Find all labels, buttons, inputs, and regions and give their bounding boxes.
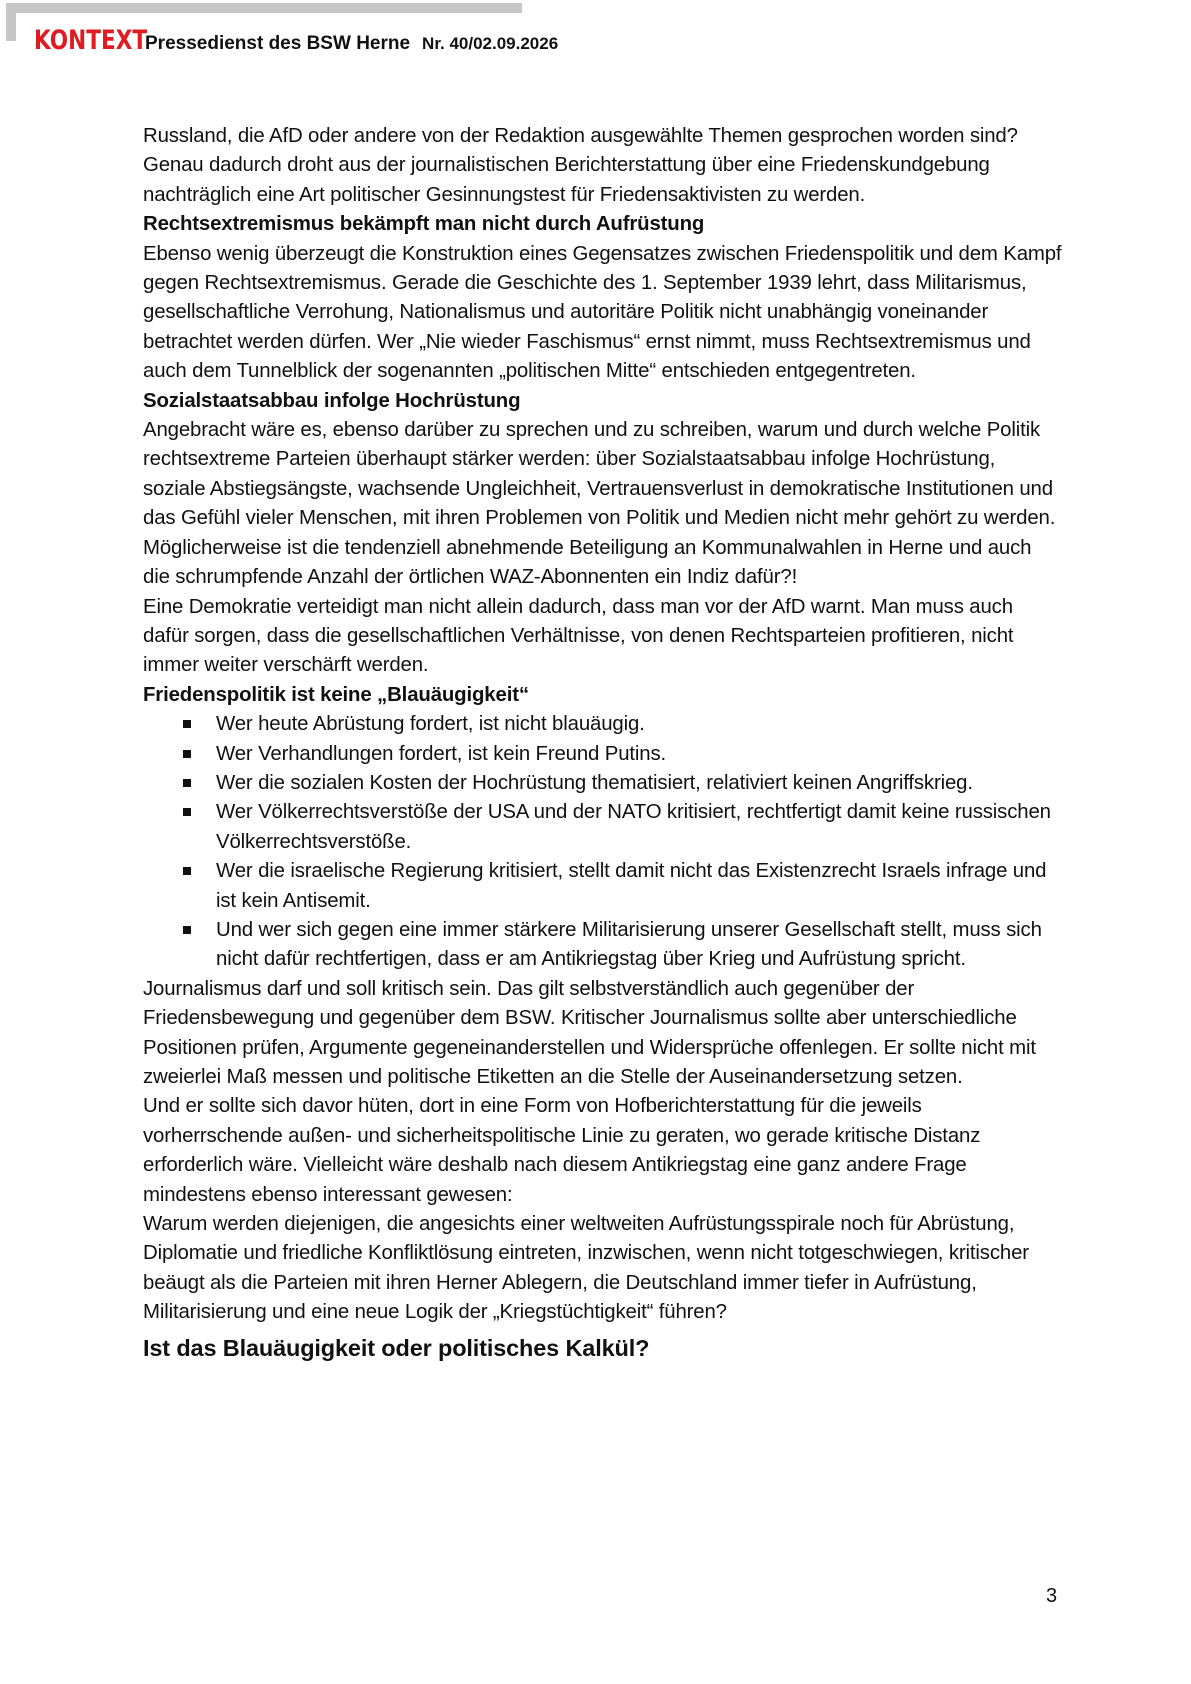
list-item <box>143 916 1063 975</box>
issue-number: Nr. 40/02.09.2026 <box>422 34 559 53</box>
list-item <box>143 798 1063 857</box>
square-bullet-icon <box>183 867 191 875</box>
list-item-text: Wer heute Abrüstung fordert, ist nicht blauäugig. <box>216 713 645 736</box>
section-heading-rechtsextremismus: Rechtsextremismus bekämpft man nicht durch Aufrüstung <box>143 213 705 236</box>
page-number: 3 <box>1046 1585 1058 1607</box>
section-heading-friedenspolitik: Friedenspolitik ist keine „Blauäugigkeit“ <box>143 683 529 706</box>
page-header <box>34 25 558 59</box>
header-decoration-bar <box>6 3 522 13</box>
header-decoration-bar-vertical <box>6 3 16 41</box>
list-item <box>143 769 1063 798</box>
closing-question: Ist das Blauäugigkeit oder politisches Kalkül? <box>143 1334 650 1361</box>
paragraph: Journalismus darf und soll kritisch sein. Das gilt selbstverständlich auch gegenüber der Friedensbewegung und gegenüber dem BSW. Kritischer Journalismus sollte aber unterschiedliche Positionen prüfen, Argumente gegeneinanderstellen und Widersprüche offenlegen. Er sollte nicht mit zweierlei Maß messen und politische Etiketten an die Stelle der Auseinandersetzung setzen. <box>143 977 1036 1088</box>
list-item <box>143 857 1063 916</box>
square-bullet-icon <box>183 779 191 787</box>
square-bullet-icon <box>183 750 191 758</box>
bullet-list <box>143 710 1063 975</box>
list-item-text: Wer die israelische Regierung kritisiert, stellt damit nicht das Existenzrecht Israels infrage und ist kein Antisemit. <box>216 860 1047 912</box>
list-item-text: Wer Völkerrechtsverstöße der USA und der NATO kritisiert, rechtfertigt damit keine russischen Völkerrechtsverstöße. <box>216 801 1051 853</box>
square-bullet-icon <box>183 926 191 934</box>
paragraph: Und er sollte sich davor hüten, dort in eine Form von Hofberichterstattung für die jeweils vorherrschende außen- und sicherheitspolitische Linie zu geraten, wo gerade kritische Distanz erforderlich wäre. Vielleicht wäre deshalb nach diesem Antikriegstag eine ganz andere Frage mindestens ebenso interessant gewesen: <box>143 1095 981 1206</box>
paragraph: Angebracht wäre es, ebenso darüber zu sprechen und zu schreiben, warum und durch welche Politik rechtsextreme Parteien überhaupt stärker werden: über Sozialstaatsabbau infolge Hochrüstung, soziale Abstiegsängste, wachsende Ungleichheit, Vertrauensverlust in demokratische Institutionen und das Gefühl vieler Menschen, mit ihren Problemen von Politik und Medien nicht mehr gehört zu werden. Möglicherweise ist die tendenziell abnehmende Beteiligung an Kommunalwahlen in Herne und auch die schrumpfende Anzahl der örtlichen WAZ-Abonnenten ein Indiz dafür?! <box>143 419 1056 589</box>
article-body <box>143 122 1063 1364</box>
square-bullet-icon <box>183 720 191 728</box>
brand-logo: KONTEXT <box>34 25 148 56</box>
paragraph: Warum werden diejenigen, die angesichts einer weltweiten Aufrüstungsspirale noch für Abrüstung, Diplomatie und friedliche Konfliktlösung eintreten, inzwischen, wenn nicht totgeschwiegen, kritischer beäugt als die Parteien mit ihren Herner Ablegern, die Deutschland immer tiefer in Aufrüstung, Militarisierung und eine neue Logik der „Kriegstüchtigkeit“ führen? <box>143 1213 1029 1324</box>
list-item-text: Wer Verhandlungen fordert, ist kein Freund Putins. <box>216 742 667 765</box>
paragraph: Eine Demokratie verteidigt man nicht allein dadurch, dass man vor der AfD warnt. Man muss auch dafür sorgen, dass die gesellschaftlichen Verhältnisse, von denen Rechtsparteien profitieren, nicht immer weiter verschärft werden. <box>143 595 1014 677</box>
list-item-text: Und wer sich gegen eine immer stärkere Militarisierung unserer Gesellschaft stellt, muss sich nicht dafür rechtfertigen, dass er am Antikriegstag über Krieg und Aufrüstung spricht. <box>216 918 1042 971</box>
list-item-text: Wer die sozialen Kosten der Hochrüstung thematisiert, relativiert keinen Angriffskrieg. <box>216 771 973 794</box>
intro-paragraph: Russland, die AfD oder andere von der Redaktion ausgewählte Themen gesprochen worden sind? Genau dadurch droht aus der journalistischen Berichterstattung über eine Friedenskundgebung nachträglich eine Art politischer Gesinnungstest für Friedensaktivisten zu werden. <box>143 125 1018 206</box>
list-item <box>143 710 1063 739</box>
paragraph: Ebenso wenig überzeugt die Konstruktion eines Gegensatzes zwischen Friedenspolitik und dem Kampf gegen Rechtsextremismus. Gerade die Geschichte des 1. September 1939 lehrt, dass Militarismus, gesellschaftliche Verrohung, Nationalismus und autoritäre Politik nicht unabhängig voneinander betrachtet werden dürfen. Wer „Nie wieder Faschismus“ ernst nimmt, muss Rechtsextremismus und auch dem Tunnelblick der sogenannten „politischen Mitte“ entschieden entgegentreten. <box>143 242 1062 383</box>
list-item <box>143 740 1063 769</box>
square-bullet-icon <box>183 808 191 816</box>
section-heading-sozialstaatsabbau: Sozialstaatsabbau infolge Hochrüstung <box>143 389 521 412</box>
publication-title: Pressedienst des BSW Herne <box>145 33 411 54</box>
